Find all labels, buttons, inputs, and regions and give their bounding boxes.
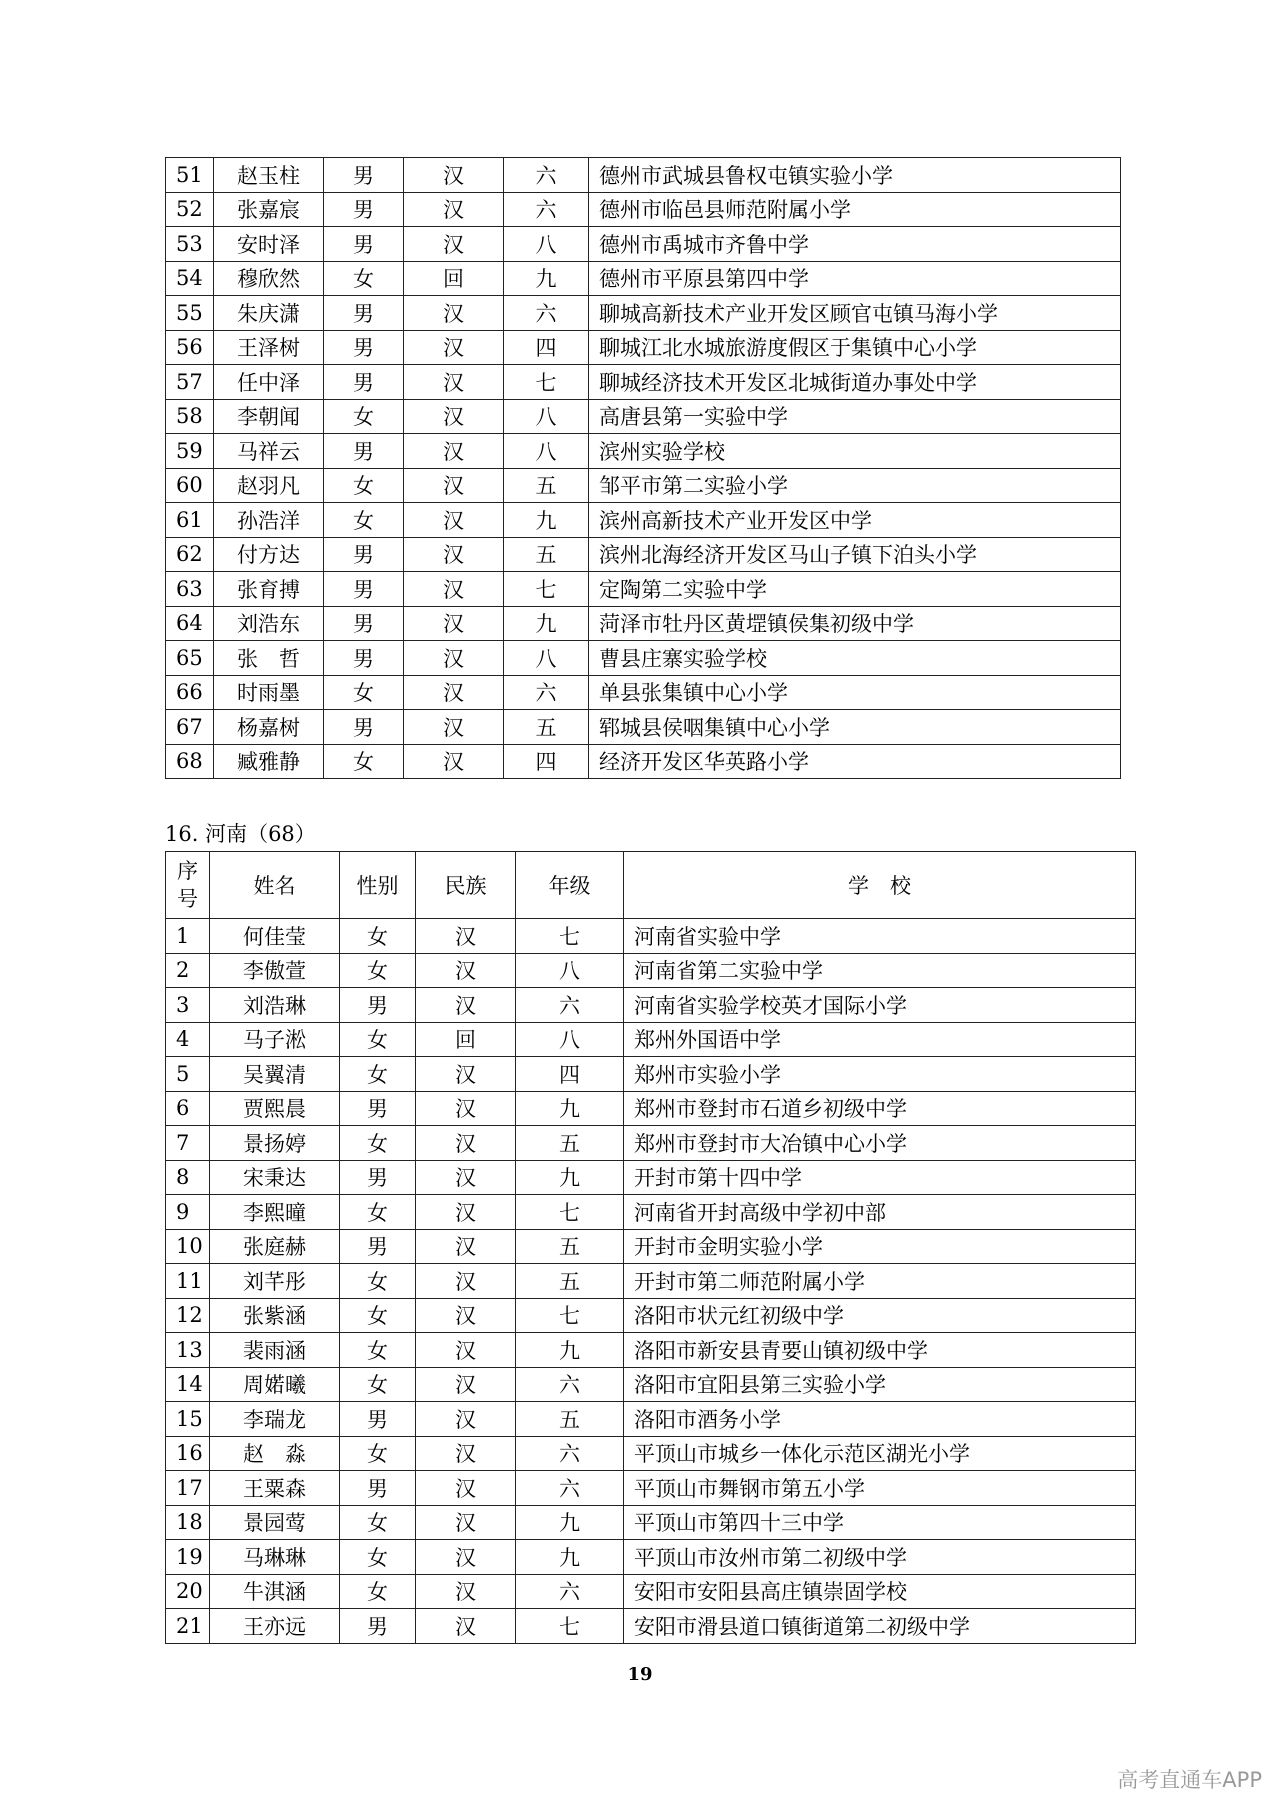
- cell-school: 河南省开封高级中学初中部: [624, 1195, 1136, 1230]
- cell-ethnicity: 汉: [416, 988, 516, 1023]
- cell-grade: 四: [516, 1057, 624, 1092]
- table-row: [166, 537, 1121, 572]
- cell-ethnicity: 回: [404, 261, 504, 296]
- cell-gender: 女: [340, 1540, 416, 1575]
- cell-gender: 女: [340, 1436, 416, 1471]
- cell-school: 平顶山市城乡一体化示范区湖光小学: [624, 1436, 1136, 1471]
- cell-name: 张 哲: [214, 641, 324, 676]
- cell-name: 刘浩东: [214, 606, 324, 641]
- cell-gender: 男: [324, 330, 404, 365]
- student-table-henan: [165, 851, 1136, 1644]
- cell-name: 周婼曦: [210, 1367, 340, 1402]
- cell-grade: 五: [516, 1229, 624, 1264]
- cell-seq: 63: [166, 572, 214, 607]
- cell-gender: 女: [324, 675, 404, 710]
- cell-name: 时雨墨: [214, 675, 324, 710]
- cell-school: 郑州市实验小学: [624, 1057, 1136, 1092]
- cell-seq: 2: [166, 953, 210, 988]
- cell-school: 郓城县侯咽集镇中心小学: [589, 710, 1121, 745]
- cell-school: 洛阳市宜阳县第三实验小学: [624, 1367, 1136, 1402]
- header-school: 学 校: [624, 852, 1136, 919]
- table-row: [166, 606, 1121, 641]
- cell-gender: 女: [340, 1367, 416, 1402]
- cell-school: 曹县庄寨实验学校: [589, 641, 1121, 676]
- table-row: [166, 1333, 1136, 1368]
- cell-gender: 女: [340, 1298, 416, 1333]
- cell-ethnicity: 汉: [416, 1471, 516, 1506]
- cell-school: 平顶山市舞钢市第五小学: [624, 1471, 1136, 1506]
- cell-seq: 3: [166, 988, 210, 1023]
- cell-name: 王粟森: [210, 1471, 340, 1506]
- table-row: [166, 641, 1121, 676]
- cell-seq: 15: [166, 1402, 210, 1437]
- cell-name: 宋秉达: [210, 1160, 340, 1195]
- table-row: [166, 953, 1136, 988]
- cell-ethnicity: 汉: [404, 468, 504, 503]
- header-name: 姓名: [210, 852, 340, 919]
- cell-grade: 五: [504, 710, 589, 745]
- cell-gender: 女: [340, 1057, 416, 1092]
- cell-gender: 男: [324, 158, 404, 193]
- cell-school: 郑州外国语中学: [624, 1022, 1136, 1057]
- table-row: [166, 503, 1121, 538]
- table-row: [166, 1195, 1136, 1230]
- cell-ethnicity: 汉: [416, 1057, 516, 1092]
- table-row: [166, 1367, 1136, 1402]
- cell-gender: 男: [340, 1229, 416, 1264]
- cell-seq: 19: [166, 1540, 210, 1575]
- table-body: [166, 158, 1121, 779]
- cell-grade: 六: [504, 296, 589, 331]
- table-row: [166, 365, 1121, 400]
- cell-grade: 七: [516, 1195, 624, 1230]
- cell-school: 定陶第二实验中学: [589, 572, 1121, 607]
- cell-grade: 四: [504, 330, 589, 365]
- cell-seq: 58: [166, 399, 214, 434]
- cell-gender: 女: [340, 1126, 416, 1161]
- cell-ethnicity: 汉: [404, 572, 504, 607]
- cell-ethnicity: 汉: [404, 192, 504, 227]
- cell-gender: 男: [324, 537, 404, 572]
- cell-grade: 五: [504, 468, 589, 503]
- cell-seq: 60: [166, 468, 214, 503]
- table-row: [166, 261, 1121, 296]
- cell-name: 王亦远: [210, 1609, 340, 1644]
- cell-ethnicity: 汉: [416, 1402, 516, 1437]
- cell-seq: 53: [166, 227, 214, 262]
- cell-ethnicity: 汉: [416, 1436, 516, 1471]
- cell-name: 杨嘉树: [214, 710, 324, 745]
- cell-ethnicity: 汉: [416, 1264, 516, 1299]
- cell-school: 开封市金明实验小学: [624, 1229, 1136, 1264]
- table-row: [166, 468, 1121, 503]
- cell-name: 安时泽: [214, 227, 324, 262]
- cell-name: 付方达: [214, 537, 324, 572]
- cell-name: 张嘉宸: [214, 192, 324, 227]
- cell-gender: 女: [340, 1505, 416, 1540]
- cell-grade: 九: [516, 1505, 624, 1540]
- student-table-shandong-continued: [165, 157, 1121, 779]
- table-row: [166, 1126, 1136, 1161]
- table-row: [166, 192, 1121, 227]
- cell-name: 何佳莹: [210, 919, 340, 954]
- cell-ethnicity: 汉: [416, 919, 516, 954]
- cell-ethnicity: 汉: [416, 1195, 516, 1230]
- cell-school: 开封市第十四中学: [624, 1160, 1136, 1195]
- cell-gender: 男: [340, 1160, 416, 1195]
- cell-grade: 六: [516, 1471, 624, 1506]
- cell-seq: 7: [166, 1126, 210, 1161]
- cell-name: 臧雅静: [214, 744, 324, 779]
- cell-school: 平顶山市第四十三中学: [624, 1505, 1136, 1540]
- table-body: [166, 919, 1136, 1644]
- cell-grade: 九: [504, 606, 589, 641]
- table-row: [166, 1160, 1136, 1195]
- cell-gender: 女: [340, 1333, 416, 1368]
- cell-ethnicity: 汉: [404, 296, 504, 331]
- cell-seq: 54: [166, 261, 214, 296]
- cell-ethnicity: 汉: [416, 1505, 516, 1540]
- table-row: [166, 399, 1121, 434]
- cell-ethnicity: 汉: [416, 953, 516, 988]
- cell-name: 张紫涵: [210, 1298, 340, 1333]
- cell-seq: 55: [166, 296, 214, 331]
- cell-grade: 七: [504, 572, 589, 607]
- cell-seq: 65: [166, 641, 214, 676]
- cell-ethnicity: 汉: [416, 1160, 516, 1195]
- cell-gender: 男: [340, 1471, 416, 1506]
- cell-seq: 13: [166, 1333, 210, 1368]
- cell-grade: 九: [516, 1333, 624, 1368]
- table-row: [166, 1505, 1136, 1540]
- cell-ethnicity: 汉: [404, 227, 504, 262]
- cell-name: 刘芊彤: [210, 1264, 340, 1299]
- cell-school: 开封市第二师范附属小学: [624, 1264, 1136, 1299]
- cell-grade: 八: [504, 227, 589, 262]
- table-row: [166, 1402, 1136, 1437]
- cell-seq: 21: [166, 1609, 210, 1644]
- cell-grade: 六: [504, 158, 589, 193]
- cell-school: 聊城经济技术开发区北城街道办事处中学: [589, 365, 1121, 400]
- cell-school: 德州市平原县第四中学: [589, 261, 1121, 296]
- cell-name: 赵羽凡: [214, 468, 324, 503]
- cell-school: 安阳市安阳县高庄镇崇固学校: [624, 1574, 1136, 1609]
- cell-seq: 11: [166, 1264, 210, 1299]
- table-row: [166, 434, 1121, 469]
- table-row: [166, 1471, 1136, 1506]
- cell-grade: 九: [504, 261, 589, 296]
- table-row: [166, 1264, 1136, 1299]
- cell-gender: 男: [324, 641, 404, 676]
- cell-ethnicity: 汉: [416, 1229, 516, 1264]
- cell-name: 刘浩琳: [210, 988, 340, 1023]
- cell-gender: 男: [324, 296, 404, 331]
- cell-school: 聊城江北水城旅游度假区于集镇中心小学: [589, 330, 1121, 365]
- header-gender: 性别: [340, 852, 416, 919]
- cell-seq: 66: [166, 675, 214, 710]
- header-ethnicity: 民族: [416, 852, 516, 919]
- cell-grade: 五: [516, 1264, 624, 1299]
- cell-name: 吴翼清: [210, 1057, 340, 1092]
- cell-grade: 六: [516, 1574, 624, 1609]
- cell-school: 河南省实验学校英才国际小学: [624, 988, 1136, 1023]
- cell-gender: 男: [324, 192, 404, 227]
- cell-gender: 女: [340, 953, 416, 988]
- cell-school: 洛阳市酒务小学: [624, 1402, 1136, 1437]
- cell-name: 裴雨涵: [210, 1333, 340, 1368]
- cell-seq: 59: [166, 434, 214, 469]
- cell-seq: 61: [166, 503, 214, 538]
- cell-name: 孙浩洋: [214, 503, 324, 538]
- table-row: [166, 1057, 1136, 1092]
- cell-gender: 女: [340, 1264, 416, 1299]
- cell-grade: 五: [516, 1402, 624, 1437]
- cell-ethnicity: 汉: [404, 675, 504, 710]
- cell-ethnicity: 汉: [416, 1126, 516, 1161]
- cell-grade: 七: [516, 1609, 624, 1644]
- cell-name: 李瑞龙: [210, 1402, 340, 1437]
- cell-name: 马祥云: [214, 434, 324, 469]
- table-row: [166, 1298, 1136, 1333]
- cell-grade: 九: [516, 1540, 624, 1575]
- cell-gender: 男: [340, 1402, 416, 1437]
- cell-seq: 5: [166, 1057, 210, 1092]
- cell-name: 赵玉柱: [214, 158, 324, 193]
- table-row: [166, 296, 1121, 331]
- cell-ethnicity: 汉: [416, 1298, 516, 1333]
- table-row: [166, 1540, 1136, 1575]
- cell-gender: 女: [324, 261, 404, 296]
- cell-school: 德州市武城县鲁权屯镇实验小学: [589, 158, 1121, 193]
- cell-gender: 男: [324, 227, 404, 262]
- cell-name: 景园莺: [210, 1505, 340, 1540]
- cell-gender: 男: [324, 572, 404, 607]
- cell-gender: 男: [324, 710, 404, 745]
- cell-name: 赵 淼: [210, 1436, 340, 1471]
- cell-seq: 1: [166, 919, 210, 954]
- cell-seq: 57: [166, 365, 214, 400]
- table-row: [166, 1022, 1136, 1057]
- cell-gender: 女: [340, 919, 416, 954]
- table-row: [166, 675, 1121, 710]
- cell-school: 滨州高新技术产业开发区中学: [589, 503, 1121, 538]
- cell-ethnicity: 汉: [404, 399, 504, 434]
- cell-gender: 男: [340, 1609, 416, 1644]
- page-number: 19: [627, 1664, 653, 1685]
- cell-seq: 68: [166, 744, 214, 779]
- table-row: [166, 1436, 1136, 1471]
- cell-gender: 女: [324, 468, 404, 503]
- cell-gender: 男: [324, 606, 404, 641]
- cell-gender: 男: [340, 1091, 416, 1126]
- cell-ethnicity: 汉: [416, 1367, 516, 1402]
- cell-seq: 10: [166, 1229, 210, 1264]
- cell-ethnicity: 汉: [404, 434, 504, 469]
- table-row: [166, 744, 1121, 779]
- cell-ethnicity: 汉: [404, 537, 504, 572]
- cell-school: 河南省实验中学: [624, 919, 1136, 954]
- cell-seq: 62: [166, 537, 214, 572]
- cell-school: 平顶山市汝州市第二初级中学: [624, 1540, 1136, 1575]
- cell-school: 郑州市登封市大冶镇中心小学: [624, 1126, 1136, 1161]
- cell-school: 德州市禹城市齐鲁中学: [589, 227, 1121, 262]
- cell-name: 牛淇涵: [210, 1574, 340, 1609]
- cell-ethnicity: 汉: [416, 1574, 516, 1609]
- cell-ethnicity: 汉: [416, 1091, 516, 1126]
- cell-grade: 六: [516, 1367, 624, 1402]
- cell-name: 贾熙晨: [210, 1091, 340, 1126]
- cell-school: 洛阳市新安县青要山镇初级中学: [624, 1333, 1136, 1368]
- cell-school: 经济开发区华英路小学: [589, 744, 1121, 779]
- cell-seq: 56: [166, 330, 214, 365]
- table-row: [166, 710, 1121, 745]
- cell-name: 李傲萱: [210, 953, 340, 988]
- cell-ethnicity: 汉: [404, 744, 504, 779]
- table-row: [166, 919, 1136, 954]
- cell-name: 李朝闻: [214, 399, 324, 434]
- cell-grade: 八: [504, 434, 589, 469]
- cell-gender: 女: [324, 503, 404, 538]
- cell-gender: 女: [324, 744, 404, 779]
- cell-name: 穆欣然: [214, 261, 324, 296]
- cell-grade: 六: [504, 675, 589, 710]
- header-grade: 年级: [516, 852, 624, 919]
- cell-grade: 九: [516, 1091, 624, 1126]
- cell-grade: 八: [504, 399, 589, 434]
- cell-school: 洛阳市状元红初级中学: [624, 1298, 1136, 1333]
- cell-grade: 七: [504, 365, 589, 400]
- header-seq: 序 号: [166, 852, 210, 919]
- cell-ethnicity: 汉: [404, 365, 504, 400]
- table-row: [166, 158, 1121, 193]
- cell-seq: 8: [166, 1160, 210, 1195]
- cell-grade: 八: [504, 641, 589, 676]
- table-row: [166, 227, 1121, 262]
- cell-grade: 七: [516, 919, 624, 954]
- cell-ethnicity: 汉: [404, 503, 504, 538]
- table-row: [166, 1609, 1136, 1644]
- cell-seq: 9: [166, 1195, 210, 1230]
- table-row: [166, 1091, 1136, 1126]
- cell-ethnicity: 回: [416, 1022, 516, 1057]
- cell-name: 马琳琳: [210, 1540, 340, 1575]
- cell-grade: 八: [516, 953, 624, 988]
- cell-name: 李熙曈: [210, 1195, 340, 1230]
- cell-school: 河南省第二实验中学: [624, 953, 1136, 988]
- table-row: [166, 988, 1136, 1023]
- cell-grade: 六: [504, 192, 589, 227]
- cell-school: 聊城高新技术产业开发区顾官屯镇马海小学: [589, 296, 1121, 331]
- cell-ethnicity: 汉: [404, 158, 504, 193]
- cell-gender: 女: [324, 399, 404, 434]
- cell-seq: 18: [166, 1505, 210, 1540]
- cell-grade: 四: [504, 744, 589, 779]
- cell-gender: 女: [340, 1574, 416, 1609]
- table-row: [166, 1574, 1136, 1609]
- cell-school: 滨州北海经济开发区马山子镇下泊头小学: [589, 537, 1121, 572]
- table-row: [166, 572, 1121, 607]
- cell-name: 任中泽: [214, 365, 324, 400]
- cell-gender: 男: [340, 988, 416, 1023]
- cell-name: 张育搏: [214, 572, 324, 607]
- table-row: [166, 1229, 1136, 1264]
- cell-gender: 女: [340, 1022, 416, 1057]
- cell-seq: 67: [166, 710, 214, 745]
- cell-seq: 20: [166, 1574, 210, 1609]
- cell-grade: 六: [516, 1436, 624, 1471]
- cell-grade: 五: [516, 1126, 624, 1161]
- cell-name: 马子淞: [210, 1022, 340, 1057]
- cell-school: 菏泽市牡丹区黄堽镇侯集初级中学: [589, 606, 1121, 641]
- cell-school: 邹平市第二实验小学: [589, 468, 1121, 503]
- cell-ethnicity: 汉: [416, 1609, 516, 1644]
- cell-gender: 男: [324, 434, 404, 469]
- cell-ethnicity: 汉: [404, 606, 504, 641]
- cell-gender: 女: [340, 1195, 416, 1230]
- cell-ethnicity: 汉: [416, 1333, 516, 1368]
- cell-grade: 七: [516, 1298, 624, 1333]
- cell-ethnicity: 汉: [404, 710, 504, 745]
- cell-seq: 4: [166, 1022, 210, 1057]
- cell-grade: 八: [516, 1022, 624, 1057]
- cell-seq: 52: [166, 192, 214, 227]
- cell-grade: 六: [516, 988, 624, 1023]
- cell-seq: 64: [166, 606, 214, 641]
- cell-seq: 12: [166, 1298, 210, 1333]
- cell-ethnicity: 汉: [416, 1540, 516, 1575]
- cell-seq: 51: [166, 158, 214, 193]
- cell-grade: 九: [516, 1160, 624, 1195]
- cell-seq: 17: [166, 1471, 210, 1506]
- cell-grade: 五: [504, 537, 589, 572]
- watermark: 高考直通车APP: [1117, 1768, 1262, 1792]
- cell-name: 张庭赫: [210, 1229, 340, 1264]
- section-title-henan: 16. 河南（68）: [165, 822, 316, 846]
- cell-school: 滨州实验学校: [589, 434, 1121, 469]
- table-header-row: [166, 852, 1136, 919]
- cell-name: 王泽树: [214, 330, 324, 365]
- cell-seq: 6: [166, 1091, 210, 1126]
- cell-name: 景扬婷: [210, 1126, 340, 1161]
- cell-school: 德州市临邑县师范附属小学: [589, 192, 1121, 227]
- table-row: [166, 330, 1121, 365]
- cell-ethnicity: 汉: [404, 330, 504, 365]
- cell-gender: 男: [324, 365, 404, 400]
- cell-school: 郑州市登封市石道乡初级中学: [624, 1091, 1136, 1126]
- cell-name: 朱庆潇: [214, 296, 324, 331]
- cell-seq: 16: [166, 1436, 210, 1471]
- cell-school: 高唐县第一实验中学: [589, 399, 1121, 434]
- cell-ethnicity: 汉: [404, 641, 504, 676]
- cell-seq: 14: [166, 1367, 210, 1402]
- cell-school: 单县张集镇中心小学: [589, 675, 1121, 710]
- cell-school: 安阳市滑县道口镇街道第二初级中学: [624, 1609, 1136, 1644]
- cell-grade: 九: [504, 503, 589, 538]
